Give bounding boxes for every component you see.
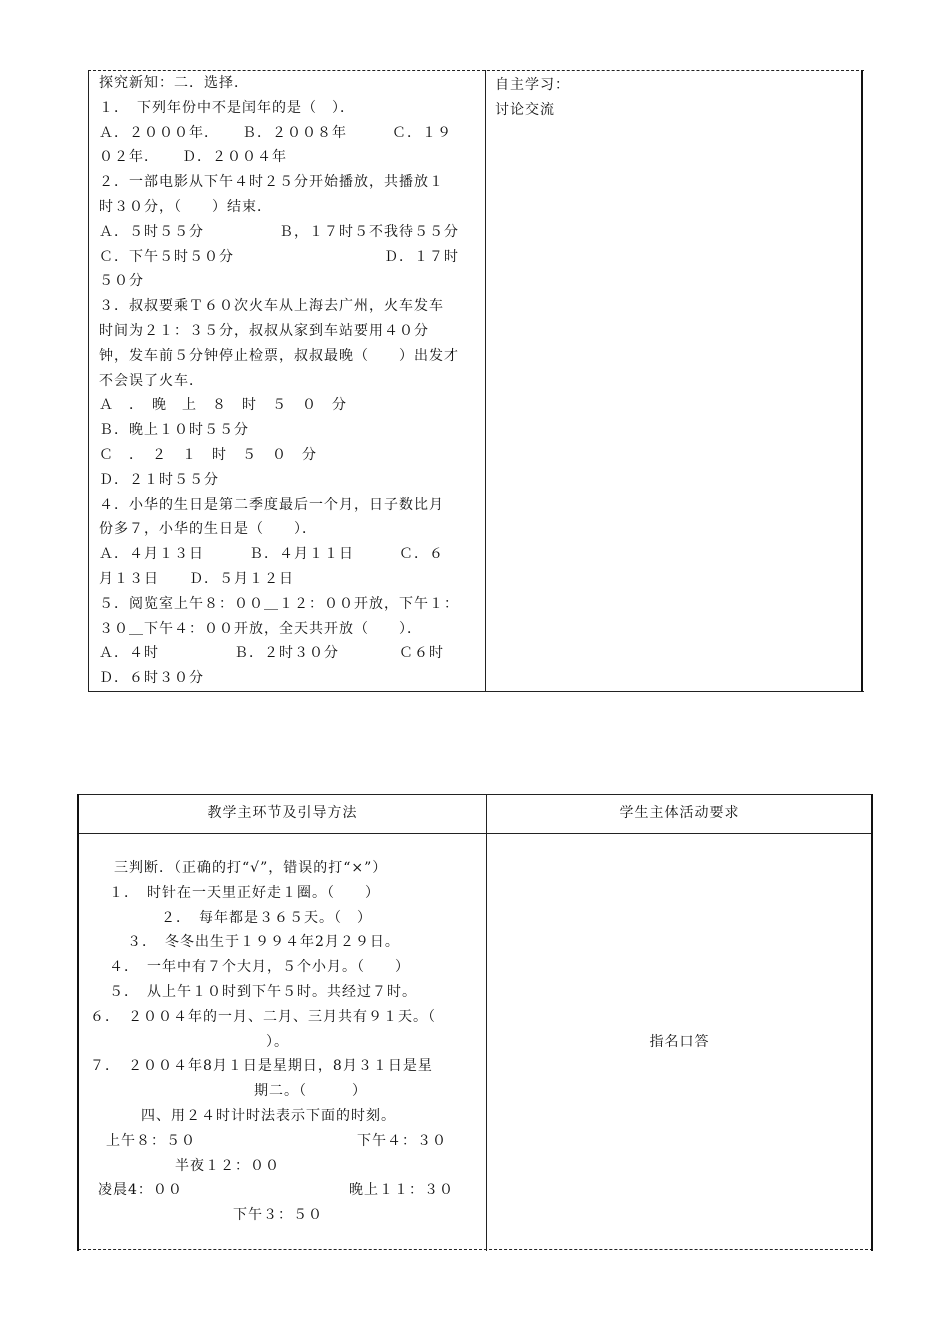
judgement-1: １． 时针在一天里正好走１圈。（ ） (109, 884, 380, 901)
judgement-6: ６． ２００４年的一月、二月、三月共有９１天。（ (90, 1008, 436, 1025)
table2-left-cell (84, 856, 482, 1228)
question-2-cont: 时３０分，（ ）结束． (99, 198, 272, 215)
table2-header-divider (78, 833, 873, 834)
time-item-2: 下午４：３０ (357, 1132, 447, 1149)
table1-left-border (88, 70, 89, 692)
table1-divider (485, 70, 486, 692)
time-item-1: 上午８：５０ (106, 1132, 196, 1149)
question-3-cont-2: 钟，发车前５分钟停止检票，叔叔最晚（ ）出发才 (99, 347, 459, 364)
question-3-option-c: Ｃ ． ２ １ 时 ５ ０ 分 (99, 446, 317, 463)
question-2-options-b: Ｃ．下午５时５０分 Ｄ．１７时 (99, 248, 459, 265)
judgement-7: ７． ２００４年8月１日是星期日，8月３１日是星 (90, 1058, 433, 1075)
time-item-3: 半夜１２：００ (175, 1157, 280, 1174)
question-5-options-b: Ｄ．６时３０分 (99, 670, 204, 687)
question-4: ４．小华的生日是第二季度最后一个月，日子数比月 (99, 496, 444, 513)
time-heading: 四、用２４时计时法表示下面的时刻。 (141, 1107, 396, 1124)
discussion-label: 讨论交流 (495, 101, 555, 118)
question-1-options-a: Ａ．２０００年． Ｂ．２００８年 Ｃ．１９ (99, 124, 452, 141)
table1-right-border (861, 70, 863, 692)
section-heading: 探究新知：二．选择． (99, 75, 249, 91)
question-5-cont: ３０＿下午４：００开放，全天共开放（ ）． (99, 620, 422, 637)
question-5-options-a: Ａ．４时 Ｂ．２时３０分 Ｃ６时 (99, 645, 444, 662)
question-3-cont-1: 时间为２１：３５分，叔叔从家到车站要用４０分 (99, 322, 429, 339)
question-3-option-d: Ｄ．２１时５５分 (99, 471, 219, 488)
question-2: ２．一部电影从下午４时２５分开始播放，共播放１ (99, 174, 444, 191)
table2-bottom-border (78, 1249, 873, 1250)
table2-header-left: 教学主环节及引导方法 (207, 805, 358, 821)
table2-left-border (77, 794, 79, 1251)
table2-right-border (871, 794, 873, 1251)
time-item-6: 下午３：５０ (233, 1207, 323, 1224)
question-3-cont-3: 不会误了火车． (99, 372, 204, 389)
table2-answer-note: 指名口答 (649, 1034, 710, 1050)
judgement-6-cont: ）。 (266, 1033, 289, 1050)
time-item-5: 晚上１１：３０ (349, 1182, 454, 1199)
table1-left-cell (99, 71, 477, 691)
table1-right-cell (495, 73, 855, 123)
question-1-options-b: ０２年． Ｄ．２００４年 (99, 149, 287, 166)
question-3: ３．叔叔要乘Ｔ６０次火车从上海去广州，火车发车 (99, 298, 444, 315)
judgement-heading: 三判断．（正确的打“√”，错误的打“×”） (114, 860, 388, 876)
judgement-2: ２． 每年都是３６５天。（ ） (161, 909, 372, 926)
judgement-7-cont: 期二。（ ） (254, 1083, 367, 1100)
question-4-options-a: Ａ．４月１３日 Ｂ．４月１１日 Ｃ．６ (99, 546, 444, 563)
judgement-5: ５． 从上午１０时到下午５时。共经过７时。 (109, 983, 417, 1000)
question-4-cont: 份多７，小华的生日是（ ）． (99, 521, 317, 538)
table2-divider (486, 794, 487, 1251)
question-1: １． 下列年份中不是闰年的是（ ）． (99, 99, 355, 116)
question-5: ５．阅览室上午８：００＿１２：００开放，下午１： (99, 595, 459, 612)
table2-header-right: 学生主体活动要求 (619, 805, 740, 821)
judgement-3: ３． 冬冬出生于１９９４年2月２９日。 (127, 934, 400, 951)
table2-top-border (78, 794, 873, 795)
question-3-option-b: Ｂ．晚上１０时５５分 (99, 422, 249, 439)
judgement-4: ４． 一年中有７个大月，５个小月。（ ） (109, 959, 410, 976)
question-3-option-a: Ａ ． 晚 上 ８ 时 ５ ０ 分 (99, 397, 347, 414)
question-2-options-c: ５０分 (99, 273, 144, 290)
self-study-label: 自主学习： (495, 77, 570, 93)
table1-bottom-border (88, 691, 864, 692)
question-2-options-a: Ａ．５时５５分 Ｂ，１７时５不我待５５分 (99, 223, 459, 240)
question-4-options-b: 月１３日 Ｄ．５月１２日 (99, 570, 294, 587)
time-item-4: 凌晨4：００ (98, 1182, 183, 1199)
